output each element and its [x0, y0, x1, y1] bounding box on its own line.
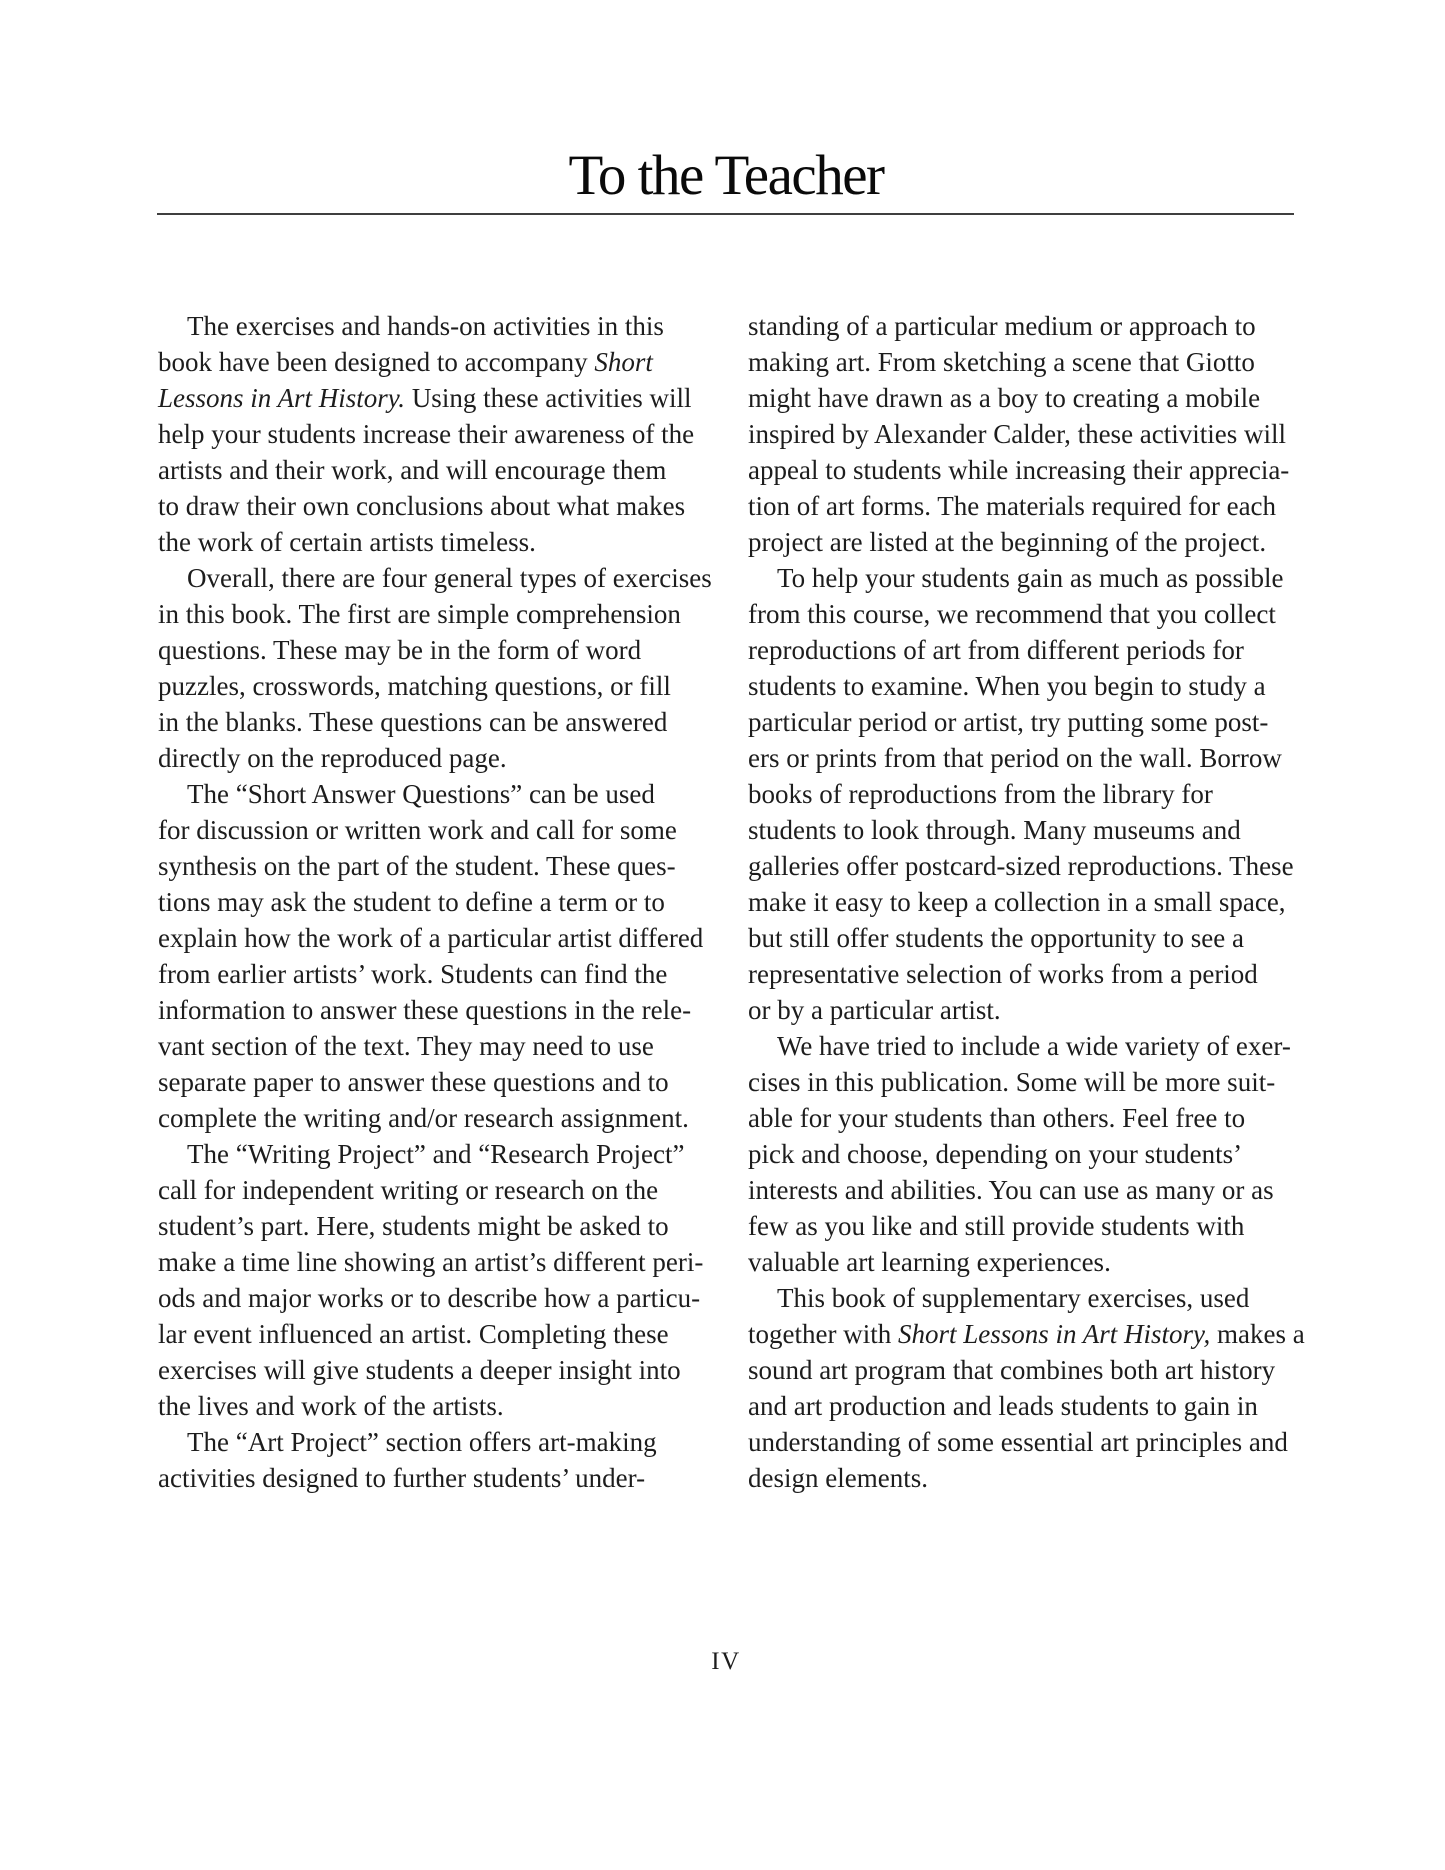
text-run: artists and their work, and will encourage them	[158, 455, 667, 485]
text-run: and art production and leads students to gain in	[748, 1391, 1258, 1421]
text-line	[158, 668, 718, 704]
text-line	[748, 1064, 1308, 1100]
text-run: questions. These may be in the form of word	[158, 635, 642, 665]
text-run: make it easy to keep a collection in a small space,	[748, 887, 1286, 917]
text-line	[158, 452, 718, 488]
text-line	[748, 848, 1308, 884]
text-line	[158, 1316, 718, 1352]
text-line	[748, 416, 1308, 452]
text-run: from earlier artists’ work. Students can find the	[158, 959, 668, 989]
text-run: few as you like and still provide students with	[748, 1211, 1245, 1241]
text-line	[748, 632, 1308, 668]
text-run: might have drawn as a boy to creating a mobile	[748, 383, 1261, 413]
text-run: Using these activities will	[405, 383, 692, 413]
text-line	[748, 1388, 1308, 1424]
text-run: complete the writing and/or research assignment.	[158, 1103, 689, 1133]
text-run: Overall, there are four general types of exercises	[187, 563, 712, 593]
text-run: students to examine. When you begin to study a	[748, 671, 1266, 701]
text-run: book have been designed to accompany	[158, 347, 595, 377]
text-run: from this course, we recommend that you collect	[748, 599, 1276, 629]
text-run: reproductions of art from different periods for	[748, 635, 1244, 665]
text-line	[748, 992, 1308, 1028]
text-run: project are listed at the beginning of the project.	[748, 527, 1267, 557]
text-run: but still offer students the opportunity to see a	[748, 923, 1244, 953]
text-line	[158, 632, 718, 668]
text-line	[748, 812, 1308, 848]
text-run: puzzles, crosswords, matching questions, or fill	[158, 671, 671, 701]
text-line	[158, 1208, 718, 1244]
text-column-right	[748, 308, 1308, 1496]
text-line	[748, 524, 1308, 560]
text-run: We have tried to include a wide variety of exer-	[777, 1031, 1291, 1061]
text-run: able for your students than others. Feel free to	[748, 1103, 1246, 1133]
text-run: makes a	[1210, 1319, 1305, 1349]
text-run: particular period or artist, try putting some post-	[748, 707, 1269, 737]
text-line	[748, 920, 1308, 956]
text-line	[158, 956, 718, 992]
text-line	[158, 776, 718, 812]
text-run: making art. From sketching a scene that Giotto	[748, 347, 1255, 377]
text-line	[158, 380, 718, 416]
text-line	[748, 1100, 1308, 1136]
text-line	[158, 1424, 718, 1460]
text-line	[158, 308, 718, 344]
text-line	[158, 884, 718, 920]
text-run: The “Short Answer Questions” can be used	[187, 779, 655, 809]
text-run: information to answer these questions in the rele-	[158, 995, 692, 1025]
text-line	[158, 1172, 718, 1208]
text-line	[748, 344, 1308, 380]
text-run: pick and choose, depending on your students’	[748, 1139, 1243, 1169]
text-run: inspired by Alexander Calder, these activities will	[748, 419, 1287, 449]
page-number: IV	[711, 1648, 741, 1675]
text-line	[748, 1460, 1308, 1496]
text-run: in the blanks. These questions can be answered	[158, 707, 668, 737]
page-title: To the Teacher	[568, 144, 884, 207]
book-title-italic: Lessons in Art History.	[158, 383, 406, 413]
text-run: exercises will give students a deeper insight into	[158, 1355, 681, 1385]
text-line	[748, 1316, 1308, 1352]
text-run: appeal to students while increasing their apprecia-	[748, 455, 1290, 485]
text-run: The “Writing Project” and “Research Project”	[187, 1139, 685, 1169]
text-run: galleries offer postcard-sized reproductions. These	[748, 851, 1294, 881]
text-line	[158, 1460, 718, 1496]
text-run: students to look through. Many museums and	[748, 815, 1241, 845]
text-line	[158, 1352, 718, 1388]
text-line	[158, 1388, 718, 1424]
text-line	[158, 596, 718, 632]
text-run: sound art program that combines both art history	[748, 1355, 1276, 1385]
text-run: make a time line showing an artist’s different peri-	[158, 1247, 704, 1277]
text-line	[158, 1280, 718, 1316]
text-run: tions may ask the student to define a term or to	[158, 887, 665, 917]
text-run: To help your students gain as much as possible	[777, 563, 1284, 593]
text-run: interests and abilities. You can use as many or as	[748, 1175, 1274, 1205]
text-line	[748, 1352, 1308, 1388]
text-line	[748, 596, 1308, 632]
text-run: tion of art forms. The materials required for each	[748, 491, 1277, 521]
text-run: separate paper to answer these questions and to	[158, 1067, 669, 1097]
text-line	[748, 488, 1308, 524]
text-line	[748, 776, 1308, 812]
text-run: the work of certain artists timeless.	[158, 527, 536, 557]
text-line	[158, 488, 718, 524]
text-run: vant section of the text. They may need to use	[158, 1031, 654, 1061]
text-line	[158, 1244, 718, 1280]
text-run: to draw their own conclusions about what makes	[158, 491, 686, 521]
text-line	[748, 1136, 1308, 1172]
text-line	[158, 1100, 718, 1136]
text-run: together with	[748, 1319, 898, 1349]
text-run: design elements.	[748, 1463, 928, 1493]
text-line	[158, 1028, 718, 1064]
text-line	[748, 308, 1308, 344]
text-line	[748, 1280, 1308, 1316]
text-line	[158, 740, 718, 776]
text-line	[158, 812, 718, 848]
text-run: representative selection of works from a period	[748, 959, 1258, 989]
text-line	[748, 668, 1308, 704]
text-line	[748, 956, 1308, 992]
text-run: directly on the reproduced page.	[158, 743, 507, 773]
text-run: for discussion or written work and call for some	[158, 815, 677, 845]
text-line	[748, 560, 1308, 596]
text-run: synthesis on the part of the student. These ques-	[158, 851, 676, 881]
text-line	[158, 1136, 718, 1172]
text-line	[158, 920, 718, 956]
text-run: This book of supplementary exercises, used	[777, 1283, 1250, 1313]
text-line	[158, 524, 718, 560]
title-rule	[157, 213, 1294, 215]
text-line	[158, 992, 718, 1028]
book-title-italic: Short	[594, 347, 653, 377]
text-run: ods and major works or to describe how a particu-	[158, 1283, 701, 1313]
text-run: understanding of some essential art principles and	[748, 1427, 1288, 1457]
text-run: books of reproductions from the library for	[748, 779, 1213, 809]
text-run: or by a particular artist.	[748, 995, 1001, 1025]
text-run: The “Art Project” section offers art-making	[187, 1427, 657, 1457]
text-line	[748, 704, 1308, 740]
text-run: in this book. The first are simple comprehension	[158, 599, 681, 629]
text-run: activities designed to further students’ under-	[158, 1463, 646, 1493]
text-run: The exercises and hands-on activities in this	[187, 311, 664, 341]
text-line	[748, 1424, 1308, 1460]
text-run: standing of a particular medium or approach to	[748, 311, 1256, 341]
text-line	[748, 740, 1308, 776]
text-line	[748, 1244, 1308, 1280]
text-line	[158, 704, 718, 740]
text-line	[158, 416, 718, 452]
text-run: explain how the work of a particular artist differed	[158, 923, 704, 953]
text-run: student’s part. Here, students might be asked to	[158, 1211, 669, 1241]
text-line	[158, 344, 718, 380]
text-line	[748, 1172, 1308, 1208]
text-line	[158, 560, 718, 596]
text-run: the lives and work of the artists.	[158, 1391, 504, 1421]
text-run: cises in this publication. Some will be more suit-	[748, 1067, 1276, 1097]
text-line	[748, 452, 1308, 488]
text-run: call for independent writing or research on the	[158, 1175, 659, 1205]
text-line	[158, 1064, 718, 1100]
text-column-left	[158, 308, 718, 1496]
text-line	[748, 380, 1308, 416]
book-title-italic: Short Lessons in Art History,	[897, 1319, 1211, 1349]
text-line	[748, 884, 1308, 920]
text-run: lar event influenced an artist. Completing these	[158, 1319, 669, 1349]
text-run: help your students increase their awareness of the	[158, 419, 695, 449]
text-line	[748, 1028, 1308, 1064]
text-run: ers or prints from that period on the wall. Borrow	[748, 743, 1282, 773]
text-run: valuable art learning experiences.	[748, 1247, 1111, 1277]
text-line	[158, 848, 718, 884]
text-line	[748, 1208, 1308, 1244]
